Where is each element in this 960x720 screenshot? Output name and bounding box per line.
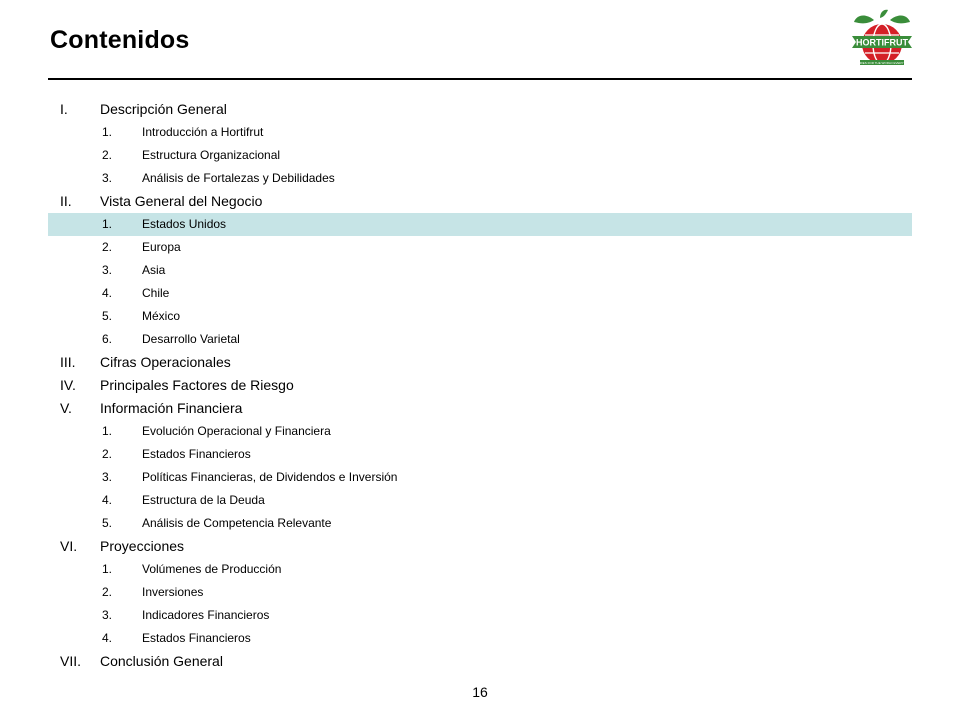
toc-section-number: II. [60, 193, 72, 209]
toc-item-number: 1. [102, 424, 113, 438]
toc-item-highlighted [48, 213, 912, 236]
toc-item-label: Estados Unidos [142, 217, 227, 231]
toc-item [48, 604, 912, 627]
toc-item [48, 328, 912, 351]
toc-item-label: Inversiones [142, 585, 204, 599]
toc-item [48, 558, 912, 581]
toc-section [48, 397, 912, 420]
toc-item-number: 6. [102, 332, 113, 346]
toc-section-label: Proyecciones [100, 538, 185, 554]
toc-section [48, 650, 912, 673]
toc-item-number: 4. [102, 631, 113, 645]
toc-item-label: Evolución Operacional y Financiera [142, 424, 331, 438]
toc-item [48, 167, 912, 190]
toc-item-number: 1. [102, 562, 113, 576]
toc-item-label: Desarrollo Varietal [142, 332, 240, 346]
toc-section-number: V. [60, 400, 72, 416]
toc-item-number: 3. [102, 608, 113, 622]
logo-brand-text: HORTIFRUT [856, 37, 908, 48]
toc-section-label: Conclusión General [100, 653, 223, 669]
toc-item-label: Chile [142, 286, 170, 300]
hortifrut-logo-icon [850, 8, 914, 70]
toc-item-label: Introducción a Hortifrut [142, 125, 264, 139]
toc-section-label: Vista General del Negocio [100, 193, 263, 209]
toc-item-number: 1. [102, 125, 113, 139]
toc-item-number: 2. [102, 447, 113, 461]
toc-item-number: 3. [102, 263, 113, 277]
toc-section [48, 535, 912, 558]
toc-item-number: 2. [102, 585, 113, 599]
toc-section [48, 98, 912, 121]
toc-item-label: Políticas Financieras, de Dividendos e Inversión [142, 470, 398, 484]
toc-item-number: 3. [102, 470, 113, 484]
toc-item-label: Estados Financieros [142, 631, 251, 645]
toc-item-label: Análisis de Fortalezas y Debilidades [142, 171, 335, 185]
toc-item-label: Análisis de Competencia Relevante [142, 516, 332, 530]
title-divider [48, 78, 912, 80]
toc-item [48, 420, 912, 443]
page-title: Contenidos [50, 26, 190, 54]
toc-section [48, 374, 912, 397]
toc-item-number: 2. [102, 240, 113, 254]
toc-section-label: Información Financiera [100, 400, 243, 416]
toc-item-label: Estructura Organizacional [142, 148, 281, 162]
toc-item [48, 236, 912, 259]
toc-item [48, 512, 912, 535]
toc-section-number: VI. [60, 538, 78, 554]
toc-item [48, 282, 912, 305]
toc-item [48, 144, 912, 167]
toc-section-number: I. [60, 101, 68, 117]
page-number: 16 [472, 684, 488, 700]
toc-section-number: VII. [60, 653, 82, 669]
toc-item-label: Estados Financieros [142, 447, 251, 461]
toc-item [48, 581, 912, 604]
toc-item [48, 259, 912, 282]
toc-item-label: Indicadores Financieros [142, 608, 270, 622]
toc-item-number: 3. [102, 171, 113, 185]
logo-tagline: BERRIES FOR THE WORLD EVERY DAY [853, 61, 911, 65]
toc-item [48, 121, 912, 144]
toc-item-number: 4. [102, 286, 113, 300]
toc-item-number: 2. [102, 148, 113, 162]
toc-item-label: Europa [142, 240, 181, 254]
toc-item [48, 627, 912, 650]
toc-item [48, 305, 912, 328]
toc-item-label: Estructura de la Deuda [142, 493, 265, 507]
toc-item-label: Volúmenes de Producción [142, 562, 282, 576]
toc-item [48, 489, 912, 512]
toc-section-label: Descripción General [100, 101, 227, 117]
toc-item-label: México [142, 309, 181, 323]
toc-item-label: Asia [142, 263, 166, 277]
toc-item [48, 443, 912, 466]
toc-item-number: 4. [102, 493, 113, 507]
toc-section-label: Principales Factores de Riesgo [100, 377, 294, 393]
toc-item [48, 466, 912, 489]
toc-item-number: 5. [102, 309, 113, 323]
table-of-contents [48, 98, 912, 673]
toc-section-label: Cifras Operacionales [100, 354, 231, 370]
toc-section-number: III. [60, 354, 76, 370]
toc-item-number: 1. [102, 217, 113, 231]
toc-section-number: IV. [60, 377, 76, 393]
toc-section [48, 351, 912, 374]
toc-section [48, 190, 912, 213]
toc-item-number: 5. [102, 516, 113, 530]
